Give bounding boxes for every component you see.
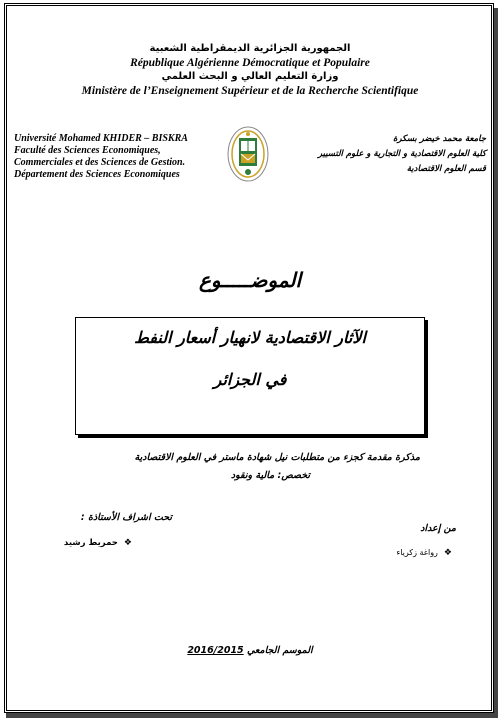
department-name-fr: Département des Sciences Economiques xyxy=(14,169,180,180)
ministry-french: Ministère de l’Enseignement Supérieur et de la Recherche Scientifique xyxy=(81,85,419,97)
bullet-icon: ❖ xyxy=(443,548,452,558)
university-name-ar: جامعة محمد خيضر بسكرة xyxy=(392,134,486,144)
supervisor-name: حمريط رشيد xyxy=(63,538,118,548)
thesis-title-line1: الآثار الاقتصادية لانهيار أسعار النفط xyxy=(134,328,366,347)
topic-heading: الموضـــــوع xyxy=(198,268,302,292)
page-shadow-right xyxy=(494,8,498,718)
thesis-title-line2: في الجزائر xyxy=(213,370,287,389)
department-name-ar: قسم العلوم الاقتصادية xyxy=(406,164,486,174)
specialization: تخصص: مالية ونقود xyxy=(230,470,310,481)
memoir-description: مذكرة مقدمة كجزء من متطلبات نيل شهادة ماستر في العلوم الاقتصادية xyxy=(134,452,420,463)
preparer-entry xyxy=(396,548,452,558)
university-block-arabic xyxy=(276,132,486,177)
preparer-label: من إعداد xyxy=(420,523,456,534)
academic-year-value: 2016/2015 xyxy=(187,645,244,656)
ministry-arabic: وزارة التعليم العالي و البحث العلمي xyxy=(161,71,339,82)
faculty-name-fr-line2: Commerciales et des Sciences de Gestion. xyxy=(14,157,186,168)
academic-year-label: الموسم الجامعي xyxy=(246,645,313,656)
preparer-name: رواغة زكرياء xyxy=(396,548,438,557)
title-box xyxy=(75,317,425,435)
republic-french: République Algérienne Démocratique et Populaire xyxy=(130,57,370,69)
university-block-french xyxy=(14,133,214,181)
page-shadow-bottom xyxy=(6,713,496,718)
university-emblem-icon xyxy=(226,124,270,184)
faculty-name-ar: كلية العلوم الاقتصادية و التجارية و علوم التسيير xyxy=(317,149,486,159)
academic-year xyxy=(0,645,500,656)
supervisor-entry xyxy=(64,538,132,548)
university-name-fr: Université Mohamed KHIDER – BISKRA xyxy=(14,133,188,144)
supervisor-label: تحت اشراف الأستاذة : xyxy=(80,512,172,523)
faculty-name-fr-line1: Faculté des Sciences Economiques, xyxy=(14,145,161,156)
republic-arabic: الجمهورية الجزائرية الديمقراطية الشعبية xyxy=(149,43,351,54)
bullet-icon: ❖ xyxy=(123,538,132,548)
